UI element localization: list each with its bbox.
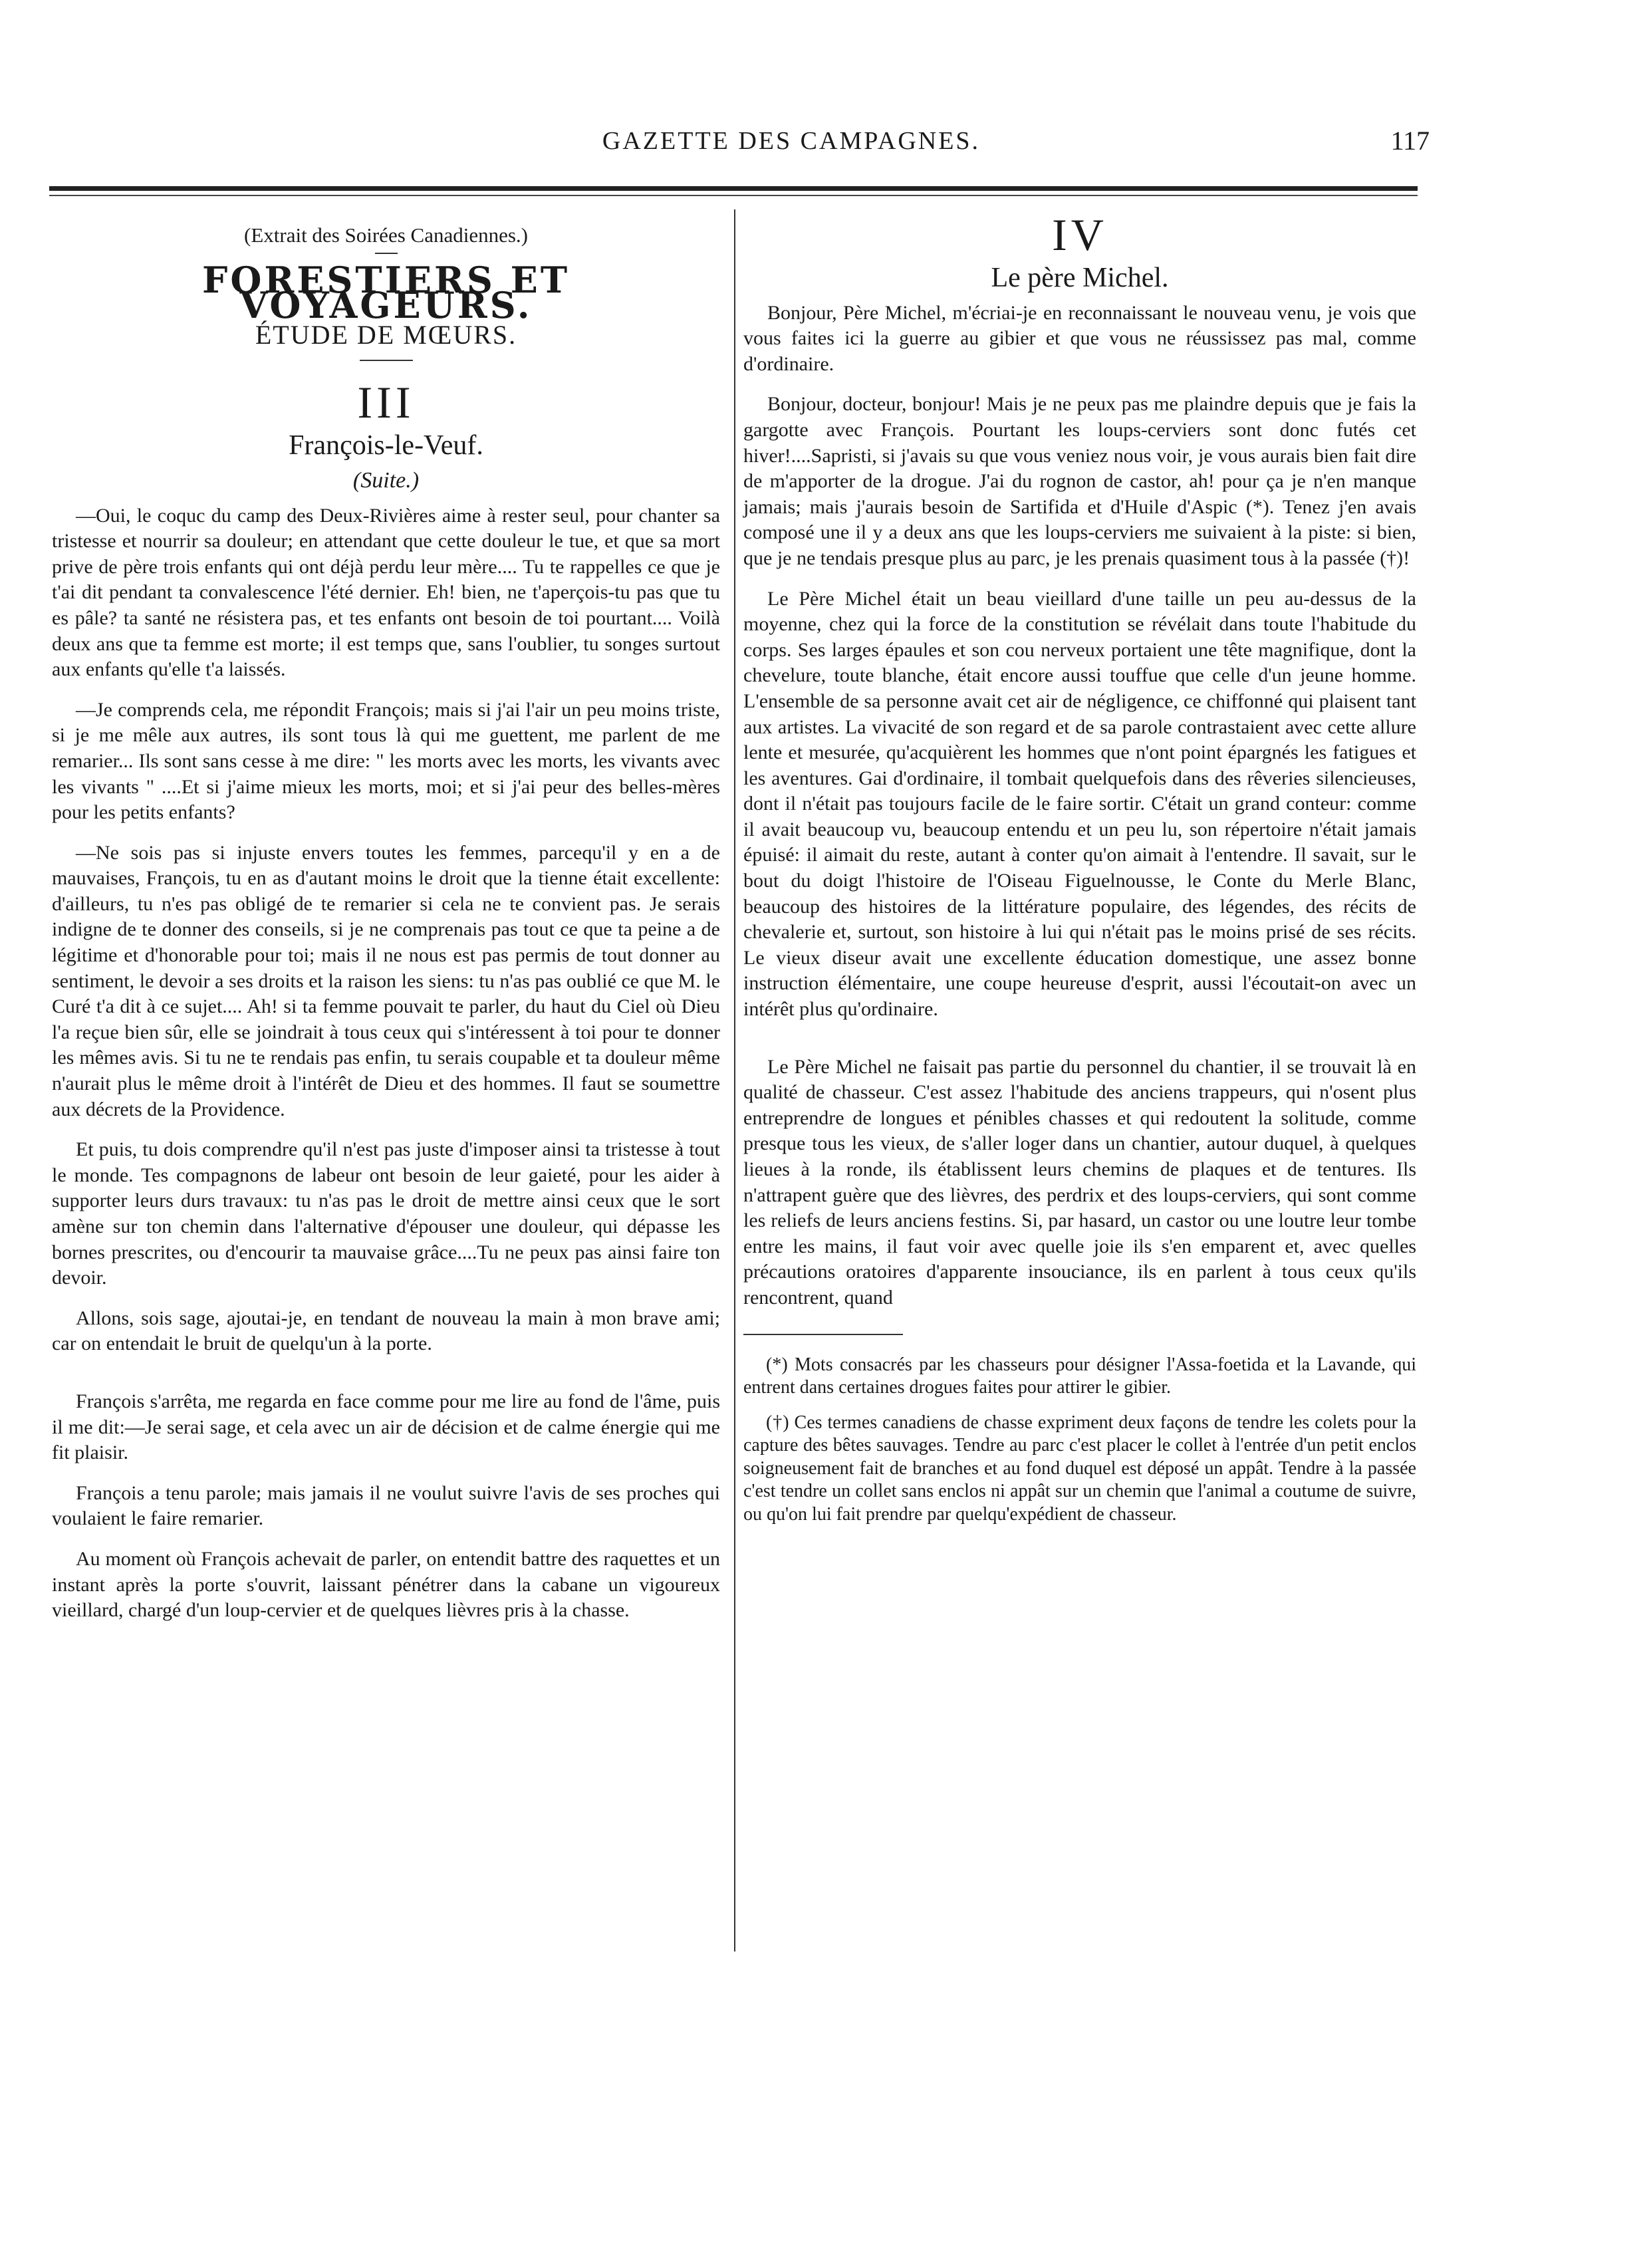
source-note: (Extrait des Soirées Canadiennes.) <box>244 223 528 247</box>
main-heading: FORESTIERS ET VOYAGEURS. <box>201 258 571 327</box>
paragraph: Bonjour, docteur, bonjour! Mais je ne peux pas me plaindre depuis que je fais la gargotte avec François. Pourtant les loups-cerviers sont donc futés cet hiver!....Sapristi, si j'avais su que vous veniez nous voir, je vous aurais bien fait dire de m'apporter de la drogue. J'ai du rognon de castor, ah! pour ça je n'en manque jamais; mais j'aurais besoin de Sartifida et d'Huile d'Aspic (*). Tenez j'en avais composé une il y a deux ans que les loups-cerviers me suivaient à la piste: si bien, que je ne tendais presque plus au parc, je les prenais quasiment tous à la passée (†)! <box>743 393 1416 569</box>
paragraph: Et puis, tu dois comprendre qu'il n'est pas juste d'imposer ainsi ta tristesse à tout le monde. Tes compagnons de labeur ont besoin de leur gaieté, pour les aider à supporter leurs durs travaux: tu n'as pas le droit de mettre ainsi ceux que le sort amène sur ton chemin dans l'alternative d'épouser une douleur, qui dépasse les bornes prescrites, ou d'encourir ta mauvaise grâce....Tu ne peux pas ainsi faire ton devoir. <box>52 1138 720 1289</box>
paragraph: Allons, sois sage, ajoutai-je, en tendant de nouveau la main à mon brave ami; car on entendait le bruit de quelqu'un à la porte. <box>52 1307 720 1355</box>
paragraph: Le Père Michel ne faisait pas partie du personnel du chantier, il se trouvait là en qualité de chasseur. C'est assez l'habitude des anciens trappeurs, qui n'osent plus entreprendre de longues et pénibles chasses et qui redoutent la solitude, comme presque tous les vieux, de s'aller loger dans un chantier, autour duquel, à quelques lieues à la ronde, ils établissent leurs chemins de plaques et de tentures. Ils n'attrapent guère que des lièvres, des perdrix et des loups-cerviers, qui sont comme les reliefs de leurs anciens festins. Si, par hasard, un castor ou une loutre leur tombe entre les mains, il faut voir avec quelle joie ils s'en emparent et, avec quelles précautions oratoires d'apparente insouciance, ils en parlent à tous ceux qu'ils rencontrent, quand <box>743 1055 1416 1309</box>
right-column <box>743 209 1416 1538</box>
chapter-title: Le père Michel. <box>991 263 1169 293</box>
header-rule-thin <box>49 195 1418 196</box>
header-rule-thick <box>49 186 1418 191</box>
paragraph: —Je comprends cela, me répondit François; mais si j'ai l'air un peu moins triste, si je me mêle aux autres, ils sont tous là qui me guettent, me parlent de me remarier... Ils sont sans cesse à me dire: " les morts avec les morts, les vivants avec les vivants " ....Et si j'aime mieux les morts, moi; et si j'ai peur des belles-mères pour les petits enfants? <box>52 698 720 824</box>
chapter-number: IV <box>1052 209 1108 260</box>
divider <box>375 253 398 254</box>
running-head <box>0 126 1649 166</box>
paragraph: François s'arrêta, me regarda en face comme pour me lire au fond de l'âme, puis il me dit:—Je serai sage, et cela avec un air de décision et de calme énergie qui me fit plaisir. <box>52 1390 720 1464</box>
footnote: (†) Ces termes canadiens de chasse expriment deux façons de tendre les colets pour la capture des bêtes sauvages. Tendre au parc c'est placer le collet à l'entrée d'un petit enclos soigneusement fait de branches et au fond duquel est déposé un appât. Tendre à la passée c'est tendre un collet sans enclos ni appât sur un chemin que l'animal a coutume de suivre, ou qu'on lui fait prendre par quelqu'expédient de chasseur. <box>743 1412 1416 1525</box>
suite-label: (Suite.) <box>352 467 420 493</box>
column-separator <box>734 209 735 1952</box>
paragraph: Le Père Michel était un beau vieillard d'une taille un peu au-dessus de la moyenne, chez qui la force de la constitution se révélait dans toute l'habitude du corps. Ses larges épaules et son cou nerveux portaient une tête magnifique, dont la chevelure, toute blanche, était encore aussi touffue que celle d'un jeune homme. L'ensemble de sa personne avait cet air de négligence, ce chiffonné qui plaisent tant aux artistes. La vivacité de son regard et de sa parole contrastaient avec cette allure lente et mesurée, qu'acquièrent les hommes que n'ont point épargnés les fatigues et les aventures. Gai d'ordinaire, il tombait quelquefois dans des rêveries silencieuses, dont il n'était pas toujours facile de le faire sortir. C'était un grand conteur: comme il avait beaucoup vu, beaucoup entendu et un peu lu, son répertoire n'était jamais épuisé: il aimait du reste, autant à conter qu'on aimait à l'entendre. Il savait, sur le bout du doigt l'histoire de l'Oiseau Figuelnousse, le Conte du Merle Blanc, beaucoup des histoires de la littérature populaire, des légendes, des récits de chevalerie et, surtout, son histoire à lui qui n'était pas le moins prisé de ses récits. Le vieux diseur avait une excellente éducation domestique, une assez bonne instruction élémentaire, une coupe heureuse d'esprit, aussi l'écoutait-on avec un intérêt plus qu'ordinaire. <box>743 587 1416 1021</box>
paragraph: Au moment où François achevait de parler, on entendit battre des raquettes et un instant après la porte s'ouvrit, laissant pénétrer dans la cabane un vigoureux vieillard, chargé d'un loup-cervier et de quelques lièvres pris à la chasse. <box>52 1547 720 1622</box>
divider <box>360 360 413 361</box>
footnote: (*) Mots consacrés par les chasseurs pour désigner l'Assa-foetida et la Lavande, qui entrent dans certaines drogues faites pour attirer le gibier. <box>743 1354 1416 1398</box>
paragraph: —Oui, le coquc du camp des Deux-Rivières aime à rester seul, pour chanter sa tristesse et nourrir sa douleur; en attendant que cette douleur le tue, et que sa mort prive de père trois enfants qui ont déjà perdu leur mère.... Tu te rappelles ce que je t'ai dit pendant ta convalescence l'été dernier. Eh! bien, ne t'aperçois-tu pas que tu es pâle? ta santé ne résistera pas, et tes enfants ont besoin de toi pourtant.... Voilà deux ans que ta femme est morte; il est temps que, sans l'oublier, tu songes surtout aux enfants qu'elle t'a laissés. <box>52 504 720 681</box>
footnote-rule <box>743 1334 903 1335</box>
chapter-title: François-le-Veuf. <box>289 430 483 461</box>
running-title: GAZETTE DES CAMPAGNES. <box>602 127 981 155</box>
paragraph: —Ne sois pas si injuste envers toutes les femmes, parcequ'il y en a de mauvaises, François, tu en as d'autant moins le droit que la tienne était excellente: d'ailleurs, tu n'es pas obligé de te remarier si cela ne te convient pas. Je serais indigne de te donner des conseils, si je ne comprenais pas tout ce que ta peine a de légitime et d'honorable pour toi; mais il ne nous est pas permis de tout donner au sentiment, le devoir a ses droits et la raison les siens: tu n'as pas oublié ce que M. le Curé t'a dit à ce sujet.... Ah! si ta femme pouvait te parler, du haut du Ciel où Dieu l'a reçue bien sûr, elle se joindrait à tous ceux qui s'intéressent à toi pour te donner les mêmes avis. Si tu ne te rendais pas enfin, tu serais coupable et ta douleur même n'aurait plus le même droit à l'intérêt de Dieu et des hommes. Il faut se soumettre aux décrets de la Providence. <box>52 841 720 1120</box>
chapter-number: III <box>357 377 415 428</box>
page-number: 117 <box>1390 126 1430 156</box>
paragraph: Bonjour, Père Michel, m'écriai-je en reconnaissant le nouveau venu, je vois que vous faites ici la guerre au gibier et que vous ne réussissez pas mal, comme d'ordinaire. <box>743 301 1416 375</box>
left-column <box>52 209 720 1638</box>
sub-heading: ÉTUDE DE MŒURS. <box>255 319 517 350</box>
paragraph: François a tenu parole; mais jamais il ne voulut suivre l'avis de ses proches qui voulaient le faire remarier. <box>52 1481 720 1530</box>
